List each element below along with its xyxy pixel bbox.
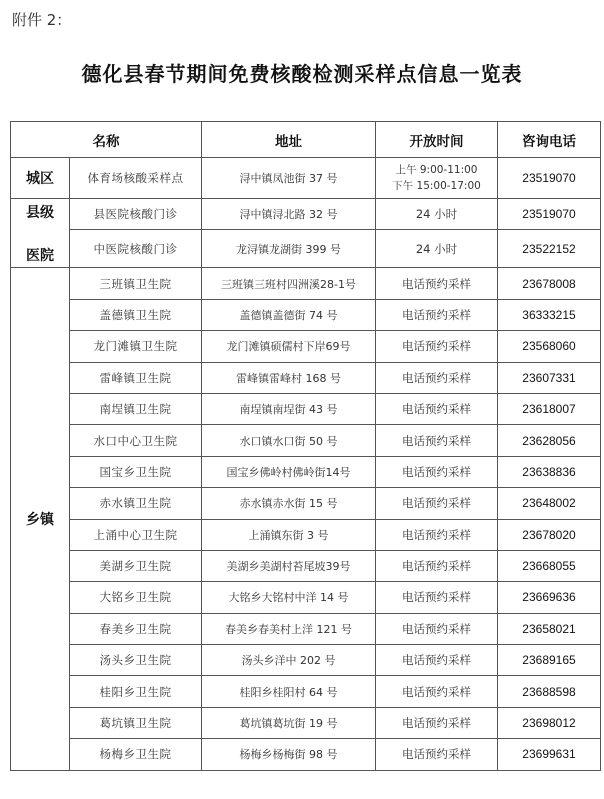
site-name: 县医院核酸门诊 <box>70 199 202 230</box>
site-address: 春美乡春美村上洋 121 号 <box>202 613 376 644</box>
table-body <box>11 158 601 771</box>
site-address: 龙门滩镇硕儒村下岸69号 <box>202 331 376 362</box>
site-name: 美湖乡卫生院 <box>70 550 202 581</box>
site-phone: 23618007 <box>498 393 601 424</box>
document-title: 德化县春节期间免费核酸检测采样点信息一览表 <box>81 62 523 86</box>
site-name: 雷峰镇卫生院 <box>70 362 202 393</box>
site-phone: 36333215 <box>498 299 601 330</box>
site-hours: 电话预约采样 <box>376 739 498 770</box>
site-phone: 23519070 <box>498 158 601 199</box>
attachment-label: 附件 2： <box>12 11 72 29</box>
table-row <box>11 362 601 393</box>
table-row <box>11 230 601 268</box>
site-address: 雷峰镇雷峰村 168 号 <box>202 362 376 393</box>
site-name: 中医院核酸门诊 <box>70 230 202 268</box>
site-name: 国宝乡卫生院 <box>70 456 202 487</box>
site-name: 杨梅乡卫生院 <box>70 739 202 770</box>
site-hours: 电话预约采样 <box>376 676 498 707</box>
header-address: 地址 <box>202 122 376 158</box>
site-name: 盖德镇卫生院 <box>70 299 202 330</box>
site-hours: 电话预约采样 <box>376 456 498 487</box>
site-hours: 24 小时 <box>376 199 498 230</box>
site-name: 葛坑镇卫生院 <box>70 707 202 738</box>
site-phone: 23678020 <box>498 519 601 550</box>
site-address: 水口镇水口街 50 号 <box>202 425 376 456</box>
category-township: 乡镇 <box>11 268 70 770</box>
site-hours: 电话预约采样 <box>376 268 498 299</box>
site-name: 春美乡卫生院 <box>70 613 202 644</box>
site-name: 桂阳乡卫生院 <box>70 676 202 707</box>
site-hours: 电话预约采样 <box>376 645 498 676</box>
table-row <box>11 676 601 707</box>
table-row <box>11 425 601 456</box>
site-address: 上涌镇东街 3 号 <box>202 519 376 550</box>
site-phone: 23689165 <box>498 645 601 676</box>
site-address: 南埕镇南埕街 43 号 <box>202 393 376 424</box>
site-hours <box>376 158 498 199</box>
site-hours: 电话预约采样 <box>376 393 498 424</box>
table-header-row <box>11 122 601 158</box>
site-phone: 23658021 <box>498 613 601 644</box>
site-hours: 电话预约采样 <box>376 550 498 581</box>
table-row <box>11 299 601 330</box>
site-hours: 电话预约采样 <box>376 299 498 330</box>
site-phone: 23669636 <box>498 582 601 613</box>
header-hours: 开放时间 <box>376 122 498 158</box>
site-phone: 23648002 <box>498 488 601 519</box>
site-name: 赤水镇卫生院 <box>70 488 202 519</box>
table-row <box>11 707 601 738</box>
table-row <box>11 393 601 424</box>
site-name: 龙门滩镇卫生院 <box>70 331 202 362</box>
site-hours: 电话预约采样 <box>376 362 498 393</box>
site-name: 三班镇卫生院 <box>70 268 202 299</box>
site-phone: 23522152 <box>498 230 601 268</box>
table-row <box>11 645 601 676</box>
header-name: 名称 <box>11 122 202 158</box>
site-address: 浔中镇凤池街 37 号 <box>202 158 376 199</box>
site-address: 龙浔镇龙湖街 399 号 <box>202 230 376 268</box>
site-hours: 电话预约采样 <box>376 519 498 550</box>
site-name: 汤头乡卫生院 <box>70 645 202 676</box>
site-hours: 电话预约采样 <box>376 488 498 519</box>
category-hospital-line1: 县级 <box>26 204 54 221</box>
site-name: 水口中心卫生院 <box>70 425 202 456</box>
header-phone: 咨询电话 <box>498 122 601 158</box>
site-phone: 23668055 <box>498 550 601 581</box>
table-row <box>11 739 601 770</box>
site-phone: 23688598 <box>498 676 601 707</box>
site-hours: 电话预约采样 <box>376 582 498 613</box>
site-hours: 电话预约采样 <box>376 331 498 362</box>
sampling-sites-table <box>10 121 601 771</box>
site-address: 浔中镇浔北路 32 号 <box>202 199 376 230</box>
site-hours: 24 小时 <box>376 230 498 268</box>
category-hospital-line2: 医院 <box>26 247 54 264</box>
hours-morning: 上午 9:00-11:00 <box>395 164 478 176</box>
table-row <box>11 519 601 550</box>
table-row <box>11 158 601 199</box>
table-row <box>11 488 601 519</box>
table-row <box>11 550 601 581</box>
site-address: 美湖乡美湖村苔尾坡39号 <box>202 550 376 581</box>
site-address: 大铭乡大铭村中洋 14 号 <box>202 582 376 613</box>
site-address: 三班镇三班村四洲溪28-1号 <box>202 268 376 299</box>
site-phone: 23698012 <box>498 707 601 738</box>
category-hospital <box>11 199 70 268</box>
category-city: 城区 <box>11 158 70 199</box>
site-hours: 电话预约采样 <box>376 613 498 644</box>
site-address: 杨梅乡杨梅街 98 号 <box>202 739 376 770</box>
site-name: 体育场核酸采样点 <box>70 158 202 199</box>
site-name: 上涌中心卫生院 <box>70 519 202 550</box>
site-phone: 23638836 <box>498 456 601 487</box>
table-row <box>11 582 601 613</box>
site-address: 盖德镇盖德街 74 号 <box>202 299 376 330</box>
site-name: 南埕镇卫生院 <box>70 393 202 424</box>
site-address: 汤头乡洋中 202 号 <box>202 645 376 676</box>
table-row <box>11 331 601 362</box>
site-phone: 23519070 <box>498 199 601 230</box>
site-name: 大铭乡卫生院 <box>70 582 202 613</box>
table-row <box>11 456 601 487</box>
site-phone: 23678008 <box>498 268 601 299</box>
site-address: 国宝乡佛岭村佛岭街14号 <box>202 456 376 487</box>
hours-afternoon: 下午 15:00-17:00 <box>392 180 481 192</box>
site-phone: 23628056 <box>498 425 601 456</box>
site-phone: 23607331 <box>498 362 601 393</box>
site-hours: 电话预约采样 <box>376 425 498 456</box>
site-address: 赤水镇赤水街 15 号 <box>202 488 376 519</box>
table-row <box>11 268 601 299</box>
site-phone: 23568060 <box>498 331 601 362</box>
site-hours: 电话预约采样 <box>376 707 498 738</box>
site-address: 葛坑镇葛坑街 19 号 <box>202 707 376 738</box>
site-phone: 23699631 <box>498 739 601 770</box>
table-row <box>11 613 601 644</box>
table-row <box>11 199 601 230</box>
site-address: 桂阳乡桂阳村 64 号 <box>202 676 376 707</box>
